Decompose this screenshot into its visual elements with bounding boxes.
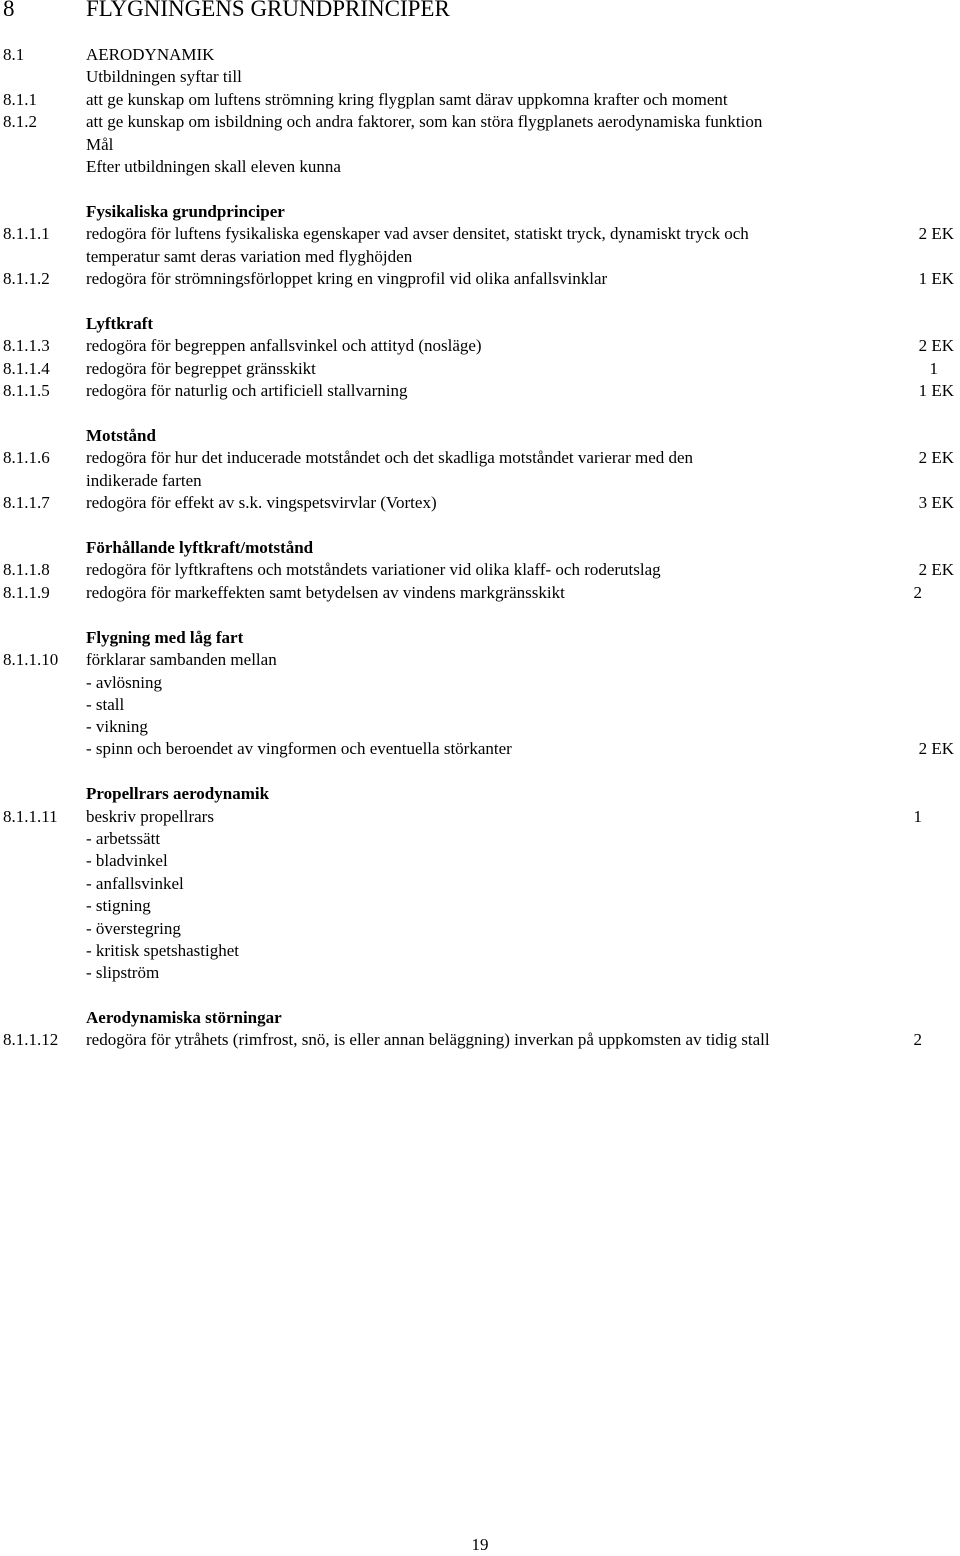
group-heading: Flygning med låg fart bbox=[86, 628, 244, 647]
objective-row: 8.1.1.8 redogöra för lyftkraftens och motståndets variationer vid olika klaff- och roderutslag 2 EK bbox=[0, 559, 960, 581]
aim-row: 8.1.1 att ge kunskap om luftens strömning kring flygplan samt därav uppkomna krafter och moment bbox=[3, 90, 728, 109]
objective-row: 8.1.1.2 redogöra för strömningsförloppet kring en vingprofil vid olika anfallsvinklar 1 EK bbox=[0, 268, 960, 290]
page-number: 19 bbox=[471, 1535, 489, 1554]
list-item: - anfallsvinkel bbox=[86, 874, 184, 893]
objective-row: 8.1.1.7 redogöra för effekt av s.k. vingspetsvirvlar (Vortex) 3 EK bbox=[0, 492, 960, 514]
section-heading bbox=[0, 44, 960, 66]
objective-continuation: temperatur samt deras variation med flyghöjden bbox=[86, 247, 413, 266]
goal-intro: Efter utbildningen skall eleven kunna bbox=[86, 157, 341, 176]
objective-row: 8.1.1.5 redogöra för naturlig och artificiell stallvarning 1 EK bbox=[0, 380, 960, 402]
objective-row: 8.1.1.11 beskriv propellrars 1 bbox=[0, 806, 960, 828]
list-item: - stall bbox=[86, 695, 125, 714]
group-heading: Motstånd bbox=[86, 426, 156, 445]
objective-row: 8.1.1.9 redogöra för markeffekten samt betydelsen av vindens markgränsskikt 2 bbox=[0, 582, 960, 604]
list-item: - vikning bbox=[86, 717, 148, 736]
objective-row: 8.1.1.12 redogöra för ytråhets (rimfrost, snö, is eller annan beläggning) inverkan på uppkomsten av tidig stall 2 bbox=[0, 1029, 960, 1051]
aim-row: 8.1.2 att ge kunskap om isbildning och andra faktorer, som kan störa flygplanets aerodynamiska funktion bbox=[3, 112, 763, 131]
list-item: - överstegring bbox=[86, 919, 181, 938]
goal-heading: Mål bbox=[86, 135, 114, 154]
list-item: - kritisk spetshastighet bbox=[86, 941, 239, 960]
objective-row: 8.1.1.3 redogöra för begreppen anfallsvinkel och attityd (nosläge) 2 EK bbox=[0, 335, 960, 357]
objective-row: 8.1.1.10 förklarar sambanden mellan bbox=[3, 650, 277, 669]
level-badge: 1 EK bbox=[918, 269, 954, 288]
group-heading: Aerodynamiska störningar bbox=[86, 1008, 282, 1027]
objective-row: 8.1.1.1 redogöra för luftens fysikaliska egenskaper vad avser densitet, statiskt tryck, dynamiskt tryck och 2 EK bbox=[0, 223, 960, 245]
objective-row: 8.1.1.4 redogöra för begreppet gränsskikt 1 bbox=[0, 358, 960, 380]
group-heading: Propellrars aerodynamik bbox=[86, 784, 270, 803]
list-item: - slipström bbox=[86, 963, 160, 982]
section-title: AERODYNAMIK bbox=[86, 45, 215, 64]
level-badge: 3 EK bbox=[918, 493, 954, 512]
list-item: - bladvinkel bbox=[86, 851, 168, 870]
intro-line: Utbildningen syftar till bbox=[86, 67, 242, 86]
level-badge: 1 bbox=[913, 807, 922, 826]
level-badge: 2 EK bbox=[918, 560, 954, 579]
objective-continuation: indikerade farten bbox=[86, 471, 202, 490]
group-heading: Förhållande lyftkraft/motstånd bbox=[86, 538, 314, 557]
level-badge: 1 bbox=[929, 359, 938, 378]
section-number: 8.1 bbox=[3, 45, 25, 64]
level-badge: 2 bbox=[913, 583, 922, 602]
chapter-number: 8 bbox=[3, 0, 15, 21]
group-heading: Fysikaliska grundprinciper bbox=[86, 202, 285, 221]
chapter-title: FLYGNINGENS GRUNDPRINCIPER bbox=[86, 0, 450, 21]
level-badge: 1 EK bbox=[918, 381, 954, 400]
level-badge: 2 EK bbox=[918, 448, 954, 467]
list-item: - arbetssätt bbox=[86, 829, 161, 848]
level-badge: 2 EK bbox=[918, 739, 954, 758]
list-item: - avlösning bbox=[86, 673, 163, 692]
objective-row: 8.1.1.6 redogöra för hur det inducerade motståndet och det skadliga motståndet varierar med den 2 EK bbox=[0, 447, 960, 469]
list-item: - spinn och beroendet av vingformen och eventuella störkanter 2 EK bbox=[0, 738, 960, 760]
level-badge: 2 EK bbox=[918, 336, 954, 355]
level-badge: 2 bbox=[913, 1030, 922, 1049]
level-badge: 2 EK bbox=[918, 224, 954, 243]
list-item: - stigning bbox=[86, 896, 151, 915]
group-heading: Lyftkraft bbox=[86, 314, 154, 333]
